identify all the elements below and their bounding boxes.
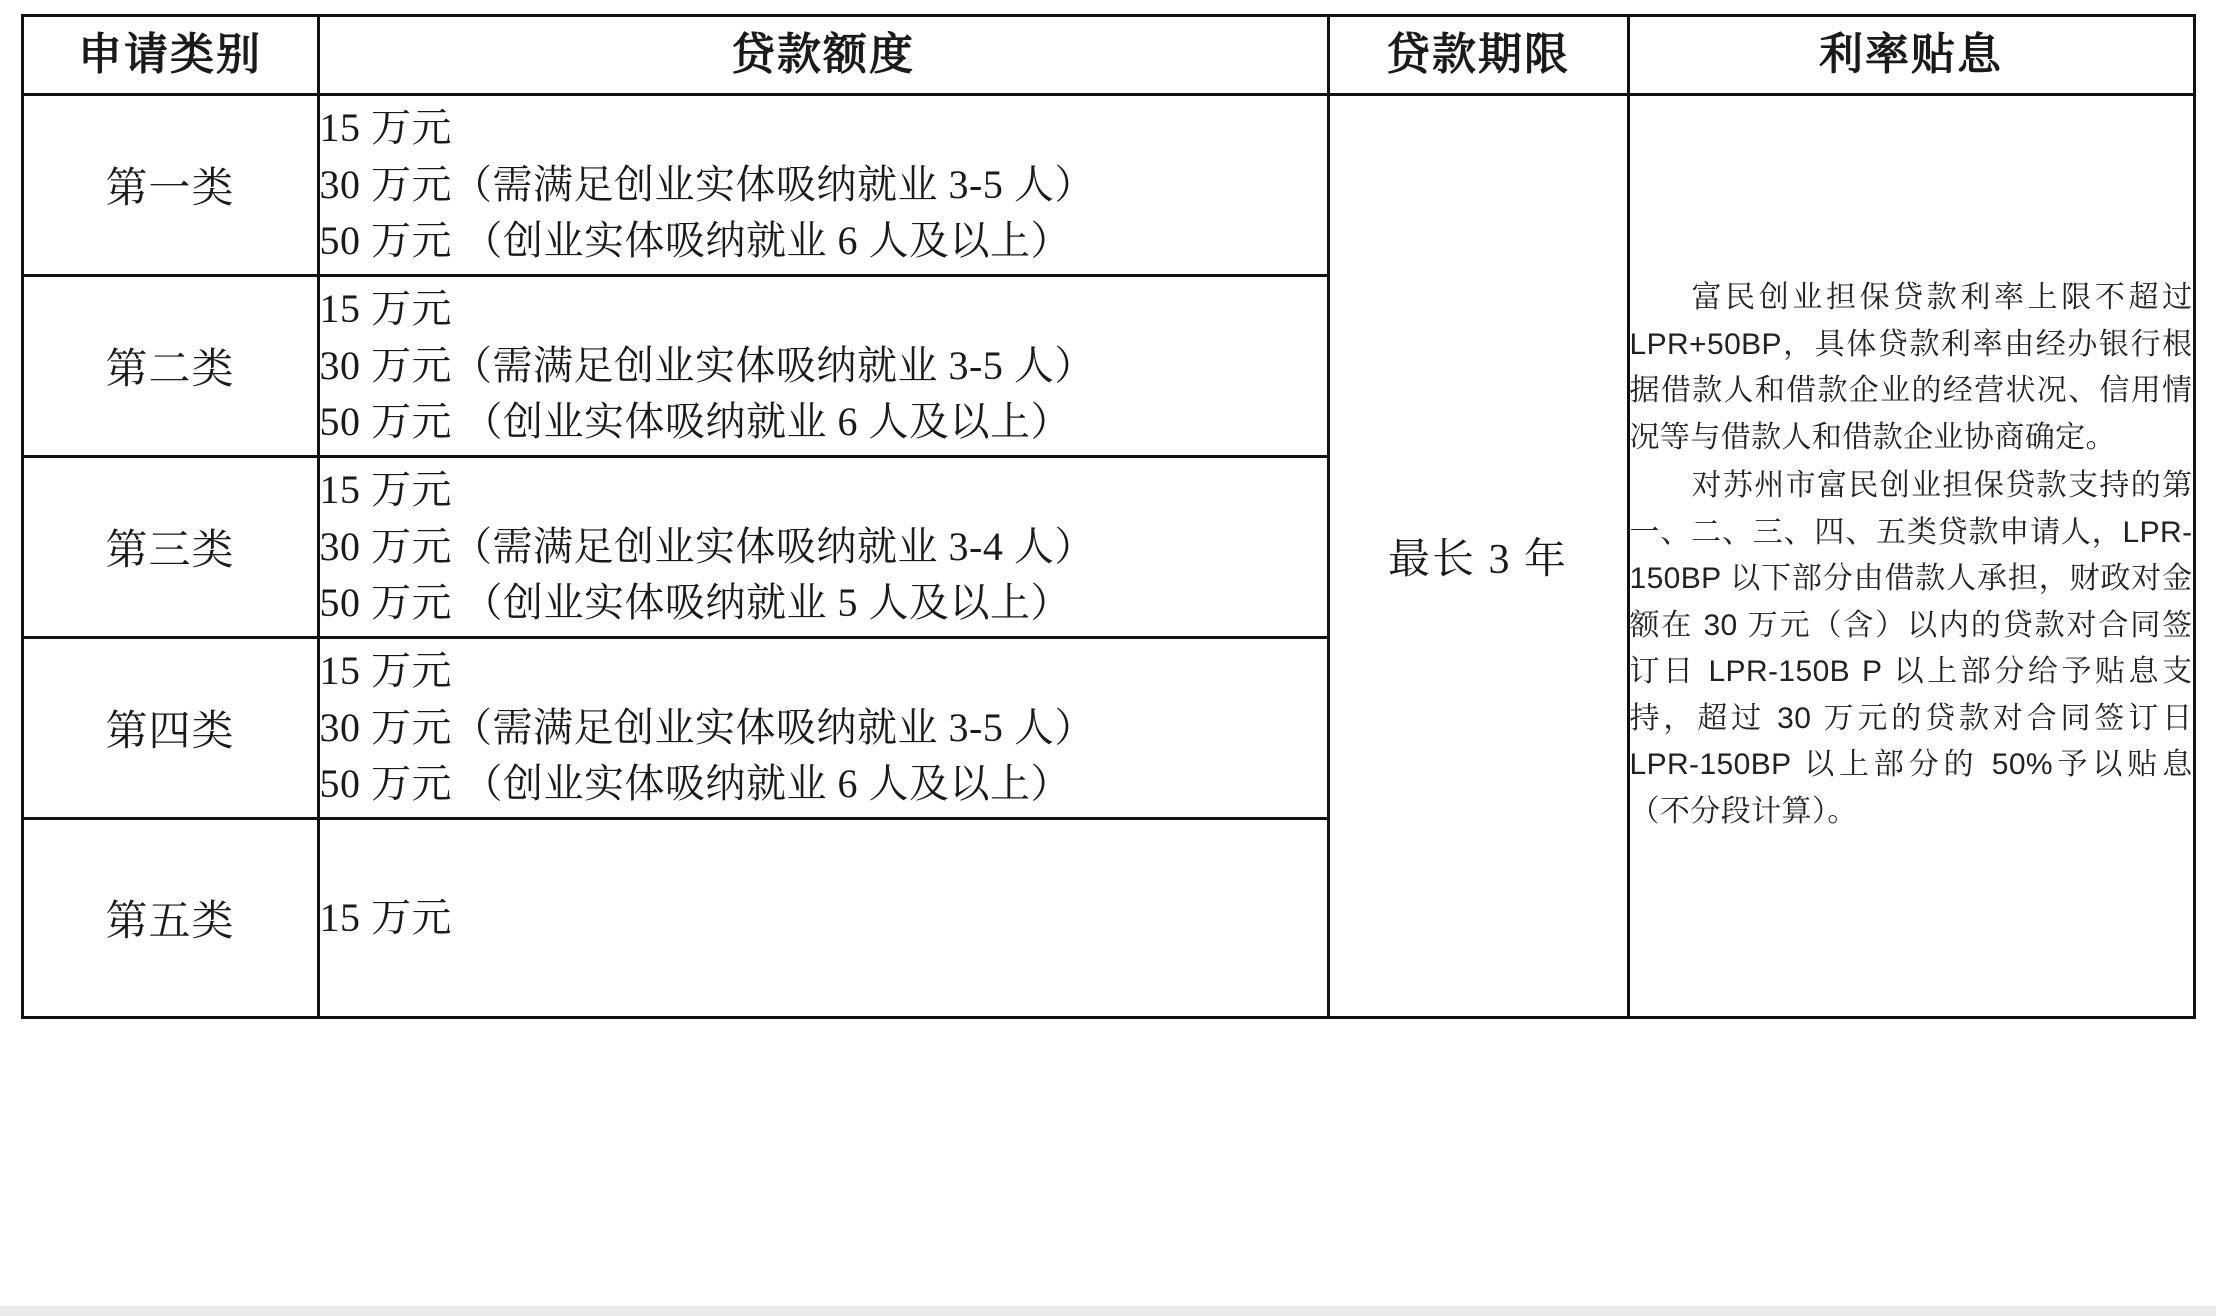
amount-line: 15 万元 [319,285,452,331]
loan-term-cell: 最长 3 年 [1328,95,1628,1018]
amount-line: 50 万元 （创业实体吸纳就业 6 人及以上） [319,399,1071,445]
amount-cell [318,276,1328,457]
amount-line: 15 万元 [319,466,452,512]
amount-cell [318,638,1328,819]
amount-line: 30 万元（需满足创业实体吸纳就业 3-5 人） [319,704,1095,750]
table-row [22,95,2194,276]
amount-cell [318,819,1328,1018]
column-header-category: 申请类别 [22,16,318,95]
category-cell: 第二类 [22,276,318,457]
page-bottom-divider [0,1306,2216,1316]
amount-line: 15 万元 [319,647,452,693]
category-cell: 第一类 [22,95,318,276]
table-header-row [22,16,2194,95]
amount-line: 50 万元 （创业实体吸纳就业 6 人及以上） [319,218,1071,264]
amount-cell [318,457,1328,638]
category-cell: 第四类 [22,638,318,819]
amount-line: 50 万元 （创业实体吸纳就业 6 人及以上） [319,761,1071,807]
column-header-loan-amount: 贷款额度 [318,16,1328,95]
column-header-loan-term: 贷款期限 [1328,16,1628,95]
amount-cell [318,95,1328,276]
interest-subsidy-cell [1628,95,2194,1018]
loan-policy-table [21,14,2196,1019]
amount-line: 30 万元（需满足创业实体吸纳就业 3-5 人） [319,342,1095,388]
subsidy-paragraph: 富民创业担保贷款利率上限不超过 LPR+50BP，具体贷款利率由经办银行根据借款人和借款企业的经营状况、信用情况等与借款人和借款企业协商确定。 [1629,281,2193,454]
column-header-interest-subsidy: 利率贴息 [1628,16,2194,95]
category-cell: 第三类 [22,457,318,638]
subsidy-paragraph: 对苏州市富民创业担保贷款支持的第一、二、三、四、五类贷款申请人，LPR-150BP 以下部分由借款人承担，财政对金额在 30 万元（含）以内的贷款对合同签订日 LPR-150B P 以上部分给予贴息支持，超过 30 万元的贷款对合同签订日 LPR-150BP 以上部分的 50%予以贴息（不分段计算）。 [1629,469,2193,828]
category-cell: 第五类 [22,819,318,1018]
amount-line: 30 万元（需满足创业实体吸纳就业 3-4 人） [319,523,1095,569]
amount-line: 15 万元 [319,104,452,150]
amount-line: 15 万元 [319,894,452,940]
amount-line: 50 万元 （创业实体吸纳就业 5 人及以上） [319,580,1071,626]
amount-line: 30 万元（需满足创业实体吸纳就业 3-5 人） [319,161,1095,207]
